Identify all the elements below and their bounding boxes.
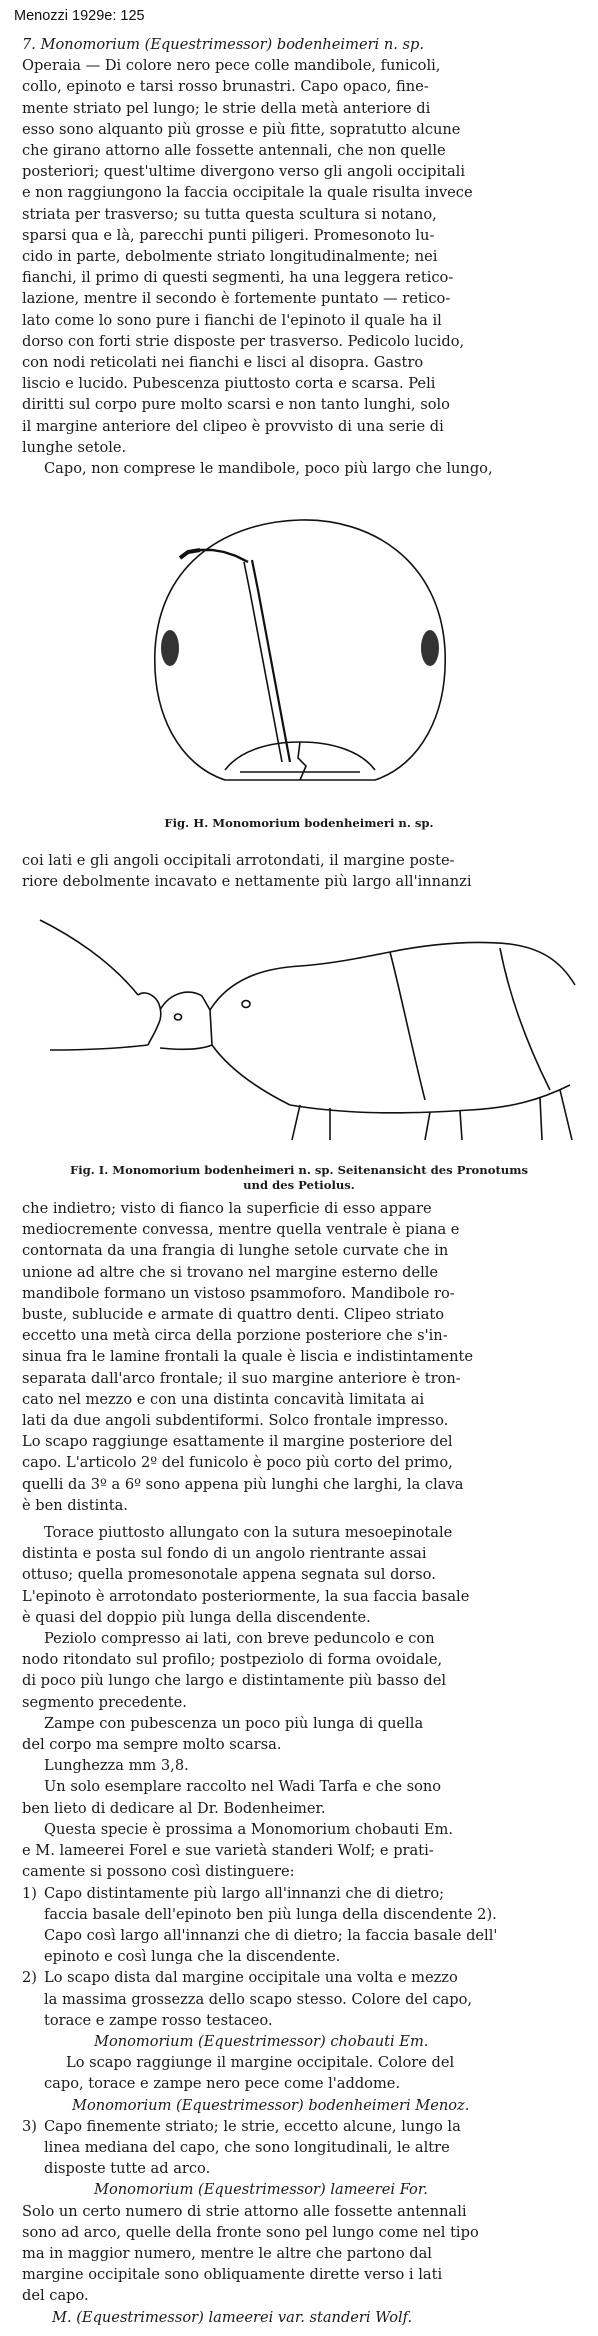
text-line: lati da due angoli subdentiformi. Solco frontale impresso. xyxy=(22,1412,449,1430)
text-line: cato nel mezzo e con una distinta concavità limitata ai xyxy=(22,1390,425,1408)
text-line: il margine anteriore del clipeo è provvisto di una serie di xyxy=(22,417,444,435)
length-line: Lunghezza mm 3,8. xyxy=(44,1757,189,1775)
text-line: striata per trasverso; su tutta questa scultura si notano, xyxy=(22,205,437,223)
figure-i-lateral-drawing xyxy=(30,900,590,1150)
text-line: sinua fra le lamine frontali la quale è liscia e indistintamente xyxy=(22,1348,473,1366)
text-line: cido in parte, debolmente striato longitudinalmente; nei xyxy=(22,248,438,266)
figure-i-caption-line-2: und des Petiolus. xyxy=(243,1178,355,1192)
key-text: Capo distintamente più largo all'innanzi che di dietro; xyxy=(44,1884,445,1902)
key-line: linea mediana del capo, che sono longitudinali, le altre xyxy=(44,2138,450,2156)
text-line: sparsi qua e là, parecchi punti piligeri. Promesonoto lu- xyxy=(22,226,435,244)
text-line: unione ad altre che si trovano nel margine esterno delle xyxy=(22,1263,439,1281)
key-number: 3) xyxy=(22,2117,37,2135)
text-line: fianchi, il primo di questi segmenti, ha una leggera retico- xyxy=(22,269,454,287)
text-line: riore debolmente incavato e nettamente più largo all'innanzi xyxy=(22,873,472,891)
antenna-scape-edge xyxy=(244,562,282,762)
text-line: è quasi del doppio più lunga della discendente. xyxy=(22,1608,371,1626)
text-line: Zampe con pubescenza un poco più lunga di quella xyxy=(44,1714,424,1732)
species-name-standeri: M. (Equestrimessor) lameerei var. standeri Wolf. xyxy=(52,2308,413,2326)
key-line: torace e zampe rosso testaceo. xyxy=(44,2011,273,2029)
antenna-funiculus xyxy=(200,550,248,562)
petiole-outline xyxy=(160,992,212,1049)
key-line: Lo scapo raggiunge il margine occipitale. Colore del xyxy=(66,2054,455,2072)
key-text: Lo scapo dista dal margine occipitale una volta e mezzo xyxy=(44,1969,458,1987)
mesoepinotal-suture xyxy=(390,952,425,1100)
text-line: lazione, mentre il secondo è fortemente puntato — retico- xyxy=(22,290,451,308)
right-eye xyxy=(421,630,439,666)
key-line: capo, torace e zampe nero pece come l'addome. xyxy=(44,2075,401,2093)
epinotum-dorsum xyxy=(210,952,390,1010)
text-line: Capo, non comprese le mandibole, poco più largo che lungo, xyxy=(44,460,493,478)
paragraph-comparison xyxy=(22,1819,582,1883)
text-line: separata dall'arco frontale; il suo margine anteriore è tron- xyxy=(22,1369,461,1387)
mesosoma-ventral xyxy=(290,1085,570,1113)
leg-stub xyxy=(560,1090,572,1140)
text-line: segmento precedente. xyxy=(22,1693,187,1711)
text-line: del corpo ma sempre molto scarsa. xyxy=(22,1736,282,1754)
key-line: epinoto e così lunga che la discendente. xyxy=(44,1948,341,1966)
figure-i-caption-line-1: Fig. I. Monomorium bodenheimeri n. sp. Seitenansicht des Pronotums xyxy=(69,1163,529,1177)
text-line: Operaia — Di colore nero pece colle mandibole, funicoli, xyxy=(22,57,441,75)
text-line: e M. lameerei Forel e sue varietà standeri Wolf; e prati- xyxy=(22,1842,434,1860)
text-line: quelli da 3º a 6º sono appena più lunghi che larghi, la clava xyxy=(22,1475,464,1493)
text-line: eccetto una metà circa della porzione posteriore che s'in- xyxy=(22,1327,448,1345)
paragraph-legs xyxy=(22,1713,582,1777)
text-line: diritti sul corpo pure molto scarsi e non tanto lunghi, solo xyxy=(22,396,450,414)
text-line: Peziolo compresso ai lati, con breve peduncolo e con xyxy=(44,1630,435,1648)
text-block-body xyxy=(22,1198,582,2328)
text-line: con nodi reticolati nei fianchi e lisci al disopra. Gastro xyxy=(22,354,424,372)
key-line: Capo così largo all'innanzi che di dietro; la faccia basale dell' xyxy=(44,1926,498,1944)
text-line: che indietro; visto di fianco la superficie di esso appare xyxy=(22,1200,432,1217)
text-block-continuation xyxy=(22,850,582,892)
key-line-2 xyxy=(22,1967,582,1988)
text-line: ben lieto di dedicare al Dr. Bodenheimer. xyxy=(22,1799,326,1817)
paragraph-worker-description xyxy=(22,34,582,479)
gaster-edge xyxy=(40,920,138,995)
postpetiole-outline xyxy=(138,993,161,1045)
text-line: mandibole formano un vistoso psammoforo. Mandibole ro- xyxy=(22,1284,455,1302)
text-line: lunghe setole. xyxy=(22,438,127,456)
text-block-description xyxy=(22,34,582,479)
frontal-suture xyxy=(298,742,306,780)
text-line: nodo ritondato sul profilo; postpeziolo di forma ovoidale, xyxy=(22,1651,443,1669)
key-line: disposte tutte ad arco. xyxy=(44,2160,211,2178)
key-line: Solo un certo numero di strie attorno alle fossette antennali xyxy=(22,2202,467,2220)
epinotum-spiracle xyxy=(242,1001,250,1008)
species-heading: 7. Monomorium (Equestrimessor) bodenheimeri n. sp. xyxy=(22,36,425,53)
page-header: Menozzi 1929e: 125 xyxy=(14,8,145,24)
identification-key xyxy=(22,1883,582,2328)
key-line-1 xyxy=(22,1883,582,1904)
figure-h-head-drawing xyxy=(140,500,460,800)
key-text: Capo finemente striato; le strie, eccetto alcune, lungo la xyxy=(44,2117,461,2135)
text-line: e non raggiungono la faccia occipitale la quale risulta invece xyxy=(22,184,473,202)
leg-stub xyxy=(460,1111,462,1140)
text-line: coi lati e gli angoli occipitali arrotondati, il margine poste- xyxy=(22,852,455,869)
text-line: capo. L'articolo 2º del funicolo è poco più corto del primo, xyxy=(22,1454,453,1472)
leg-stub xyxy=(292,1105,300,1140)
key-line: sono ad arco, quelle della fronte sono pel lungo come nel tipo xyxy=(22,2223,479,2241)
head-outline xyxy=(155,520,445,780)
key-number: 2) xyxy=(22,1969,37,1987)
leg-stub xyxy=(540,1098,542,1140)
paragraph-collection xyxy=(22,1776,582,1818)
paragraph-thorax xyxy=(22,1522,582,1628)
text-line: lato come lo sono pure i fianchi de l'epinoto il quale ha il xyxy=(22,311,442,329)
text-line: Un solo esemplare raccolto nel Wadi Tarfa e che sono xyxy=(44,1778,442,1796)
text-line: mediocremente convessa, mentre quella ventrale è piana e xyxy=(22,1221,460,1239)
text-line: dorso con forti strie disposte per trasverso. Pedicolo lucido, xyxy=(22,332,465,350)
species-name-lameerei: Monomorium (Equestrimessor) lameerei For. xyxy=(94,2181,428,2199)
text-line: è ben distinta. xyxy=(22,1496,128,1514)
species-name-bodenheimeri: Monomorium (Equestrimessor) bodenheimeri Menoz. xyxy=(72,2096,470,2114)
text-line: Questa specie è prossima a Monomorium chobauti Em. xyxy=(44,1820,453,1838)
key-line: la massima grossezza dello scapo stesso. Colore del capo, xyxy=(44,1990,473,2008)
key-line: margine occipitale sono obliquamente dirette verso i lati xyxy=(22,2266,443,2284)
text-line: mente striato pel lungo; le strie della metà anteriore di xyxy=(22,99,431,117)
figure-h-caption: Fig. H. Monomorium bodenheimeri n. sp. xyxy=(164,816,434,830)
promesonotum-dorsum xyxy=(390,942,575,985)
text-line: ottuso; quella promesonotale appena segnata sul dorso. xyxy=(22,1566,436,1584)
text-line: di poco più lungo che largo e distintamente più basso del xyxy=(22,1672,447,1690)
antenna-scape xyxy=(252,560,290,762)
paragraph-head-shape xyxy=(22,850,582,892)
text-line: buste, sublucide e armate di quattro denti. Clipeo striato xyxy=(22,1306,445,1324)
text-line: contornata da una frangia di lunghe setole curvate che in xyxy=(22,1242,449,1260)
text-line: esso sono alquanto più grosse e più fitte, sopratutto alcune xyxy=(22,120,461,138)
leg-stub xyxy=(425,1112,430,1140)
key-number: 1) xyxy=(22,1884,37,1902)
text-line: collo, epinoto e tarsi rosso brunastri. Capo opaco, fine- xyxy=(22,78,429,96)
species-name-chobauti: Monomorium (Equestrimessor) chobauti Em. xyxy=(94,2032,429,2050)
paragraph-petiole xyxy=(22,1628,582,1713)
key-line: faccia basale dell'epinoto ben più lunga della discendente 2). xyxy=(44,1905,497,1923)
promesonotal-suture xyxy=(500,948,550,1090)
text-line: liscio e lucido. Pubescenza piuttosto corta e scarsa. Peli xyxy=(22,375,436,393)
epinotum-underside xyxy=(212,1045,290,1105)
text-line: Lo scapo raggiunge esattamente il margine posteriore del xyxy=(22,1433,453,1451)
key-line-3 xyxy=(22,2116,582,2137)
key-line: ma in maggior numero, mentre le altre che partono dal xyxy=(22,2244,432,2262)
text-line: camente si possono così distinguere: xyxy=(22,1863,295,1881)
key-line: del capo. xyxy=(22,2287,89,2305)
text-line: che girano attorno alle fossette antennali, che non quelle xyxy=(22,142,446,160)
text-line: L'epinoto è arrotondato posteriormente, la sua faccia basale xyxy=(22,1587,470,1605)
petiole-spiracle xyxy=(175,1014,182,1020)
paragraph-head-detail xyxy=(22,1198,582,1516)
gaster-underside xyxy=(50,1045,148,1050)
text-line: distinta e posta sul fondo di un angolo rientrante assai xyxy=(22,1545,427,1563)
text-line: posteriori; quest'ultime divergono verso gli angoli occipitali xyxy=(22,163,466,181)
text-line: Torace piuttosto allungato con la sutura mesoepinotale xyxy=(44,1524,453,1542)
left-eye xyxy=(161,630,179,666)
